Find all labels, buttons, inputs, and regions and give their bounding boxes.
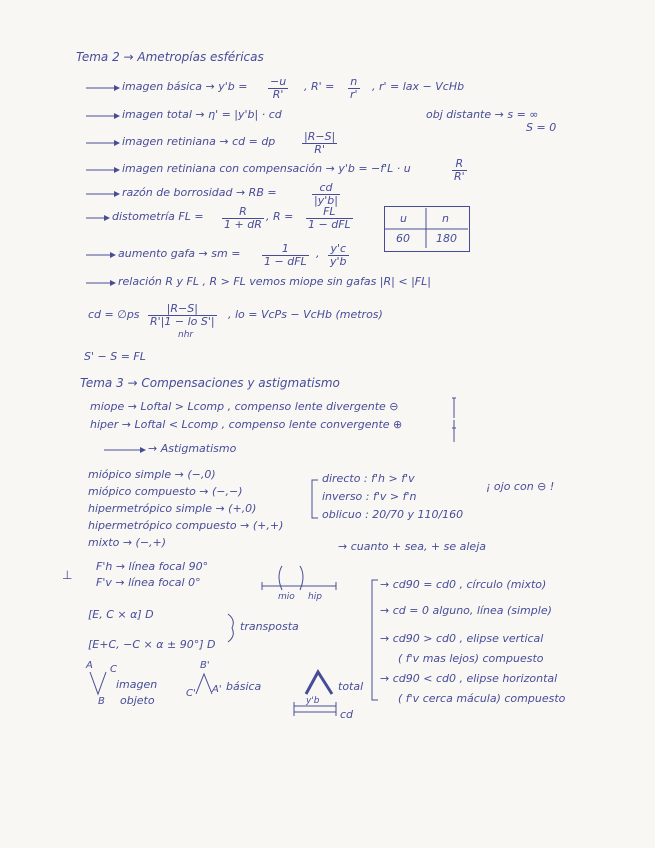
form1: [E, C × α] D bbox=[88, 608, 154, 621]
perp-symbol: ⊥ bbox=[62, 568, 73, 582]
arrow-head bbox=[114, 167, 120, 173]
s-relation: S' − S = FL bbox=[84, 350, 146, 363]
r-eq: , r' = lax − VcHb bbox=[372, 80, 465, 93]
blurred-image bbox=[306, 672, 332, 694]
blur-ratio-label: razón de borrosidad → RB = bbox=[122, 186, 277, 199]
arrow-head bbox=[110, 280, 116, 286]
retinal-image-frac bbox=[302, 131, 337, 156]
form2: [E+C, −C × α ± 90°] D bbox=[88, 638, 216, 651]
cd-lhs: cd = ∅ps bbox=[88, 308, 140, 321]
distometry-label: distometría FL = bbox=[112, 210, 204, 223]
basic-label: básica bbox=[226, 680, 262, 693]
cd-rhs: , lo = VcPs − VcHb (metros) bbox=[228, 308, 383, 321]
arrow-head bbox=[114, 140, 120, 146]
focal-v: F'v → línea focal 0° bbox=[96, 576, 201, 589]
table-v2: 180 bbox=[436, 232, 457, 245]
object-label: objeto bbox=[120, 694, 155, 707]
frac-den: y'b bbox=[330, 255, 347, 268]
frac-den: |y'b| bbox=[314, 194, 338, 207]
frac-num: R bbox=[222, 206, 264, 219]
table-h1: u bbox=[400, 212, 407, 225]
image-label: imagen bbox=[116, 678, 158, 691]
more-minus: → cuanto + sea, + se aleja bbox=[338, 540, 487, 553]
distometry-frac1 bbox=[222, 206, 264, 231]
glasses-gain-label: aumento gafa → sm = bbox=[118, 247, 241, 260]
frac-num: |R−S| bbox=[304, 130, 336, 143]
cd-case: → cd90 < cd0 , elipse horizontal bbox=[380, 672, 558, 685]
glasses-gain-sep: , bbox=[316, 247, 320, 260]
relation: relación R y FL , R > FL vemos miope sin gafas |R| < |FL| bbox=[118, 275, 431, 288]
section-2-title: Tema 2 → Ametropías esféricas bbox=[76, 50, 264, 64]
retinal-comp-frac bbox=[452, 158, 467, 183]
v-figure bbox=[90, 672, 106, 694]
arrow-down-mark bbox=[452, 398, 456, 418]
r-prime-label: , R' = bbox=[304, 80, 335, 93]
frac-den: 1 − dFL bbox=[308, 218, 351, 231]
oblique: oblicuo : 20/70 y 110/160 bbox=[322, 508, 464, 521]
cd-case: → cd90 = cd0 , círculo (mixto) bbox=[380, 578, 547, 591]
arrow-head bbox=[110, 252, 116, 258]
letter-c2: C' bbox=[186, 688, 196, 699]
frac-den: R'|1 − lo S'| bbox=[150, 315, 215, 328]
total-image: imagen total → η' = |y'b| · cd bbox=[122, 108, 282, 121]
arrow-head bbox=[104, 215, 110, 221]
astig-type: hipermetrópico compuesto → (+,+) bbox=[88, 519, 284, 532]
table-h2: n bbox=[442, 212, 449, 225]
table-box bbox=[384, 206, 470, 252]
hyper-line: hiper → Loftal < Lcomp , compenso lente convergente ⊕ bbox=[90, 418, 403, 431]
bar-right-label: hip bbox=[308, 592, 322, 602]
cd-case: ( f'v cerca mácula) compuesto bbox=[398, 692, 566, 705]
astig-type: mixto → (−,+) bbox=[88, 536, 167, 549]
frac-den: r' bbox=[350, 88, 358, 101]
glasses-gain-frac1 bbox=[262, 243, 309, 268]
transpose-label: transposta bbox=[240, 620, 299, 633]
cd-sub: nhr bbox=[178, 330, 194, 340]
letter-b: B bbox=[98, 696, 105, 707]
basic-image-frac1 bbox=[268, 76, 288, 101]
arrow-head bbox=[114, 85, 120, 91]
section-3-title: Tema 3 → Compensaciones y astigmatismo bbox=[80, 376, 340, 390]
arrow-head bbox=[114, 113, 120, 119]
table-v1: 60 bbox=[396, 232, 410, 245]
obj-distant-2: S = 0 bbox=[526, 121, 557, 134]
frac-num: cd bbox=[312, 182, 340, 195]
frac-den: R' bbox=[454, 170, 465, 183]
letter-b2: B' bbox=[200, 660, 210, 671]
wedge-figure bbox=[196, 674, 212, 694]
astig-heading: → Astigmatismo bbox=[148, 442, 237, 455]
astig-type: hipermetrópico simple → (+,0) bbox=[88, 502, 257, 515]
arrow-up-mark bbox=[452, 420, 456, 442]
frac-den: R' bbox=[314, 143, 325, 156]
eye-note: ¡ ojo con ⊖ ! bbox=[486, 480, 555, 493]
basic-image-label: imagen básica → y'b = bbox=[122, 80, 248, 93]
arrow-head bbox=[114, 191, 120, 197]
frac-den: 1 − dFL bbox=[264, 255, 307, 268]
retinal-comp-label: imagen retiniana con compensación → y'b = −f'L · u bbox=[122, 162, 411, 175]
frac-num: −u bbox=[270, 75, 287, 88]
frac-num: y'c bbox=[328, 243, 349, 256]
letter-a: A bbox=[86, 660, 93, 671]
astig-type: miópico compuesto → (−,−) bbox=[88, 485, 243, 498]
letter-c: C bbox=[110, 664, 117, 675]
cd-case: → cd90 > cd0 , elipse vertical bbox=[380, 632, 544, 645]
frac-num: n bbox=[348, 76, 360, 89]
distometry-sep: , R = bbox=[266, 210, 294, 223]
cd-label: cd bbox=[340, 708, 354, 721]
frac-den: R' bbox=[272, 88, 284, 101]
ycb-label: y'b bbox=[306, 696, 320, 706]
frac-num: 1 bbox=[262, 243, 309, 256]
direct: directo : f'h > f'v bbox=[322, 472, 415, 485]
letter-a2: A' bbox=[212, 684, 222, 695]
myope-line: miope → Loftal > Lcomp , compenso lente divergente ⊖ bbox=[90, 400, 399, 413]
astig-type: miópico simple → (−,0) bbox=[88, 468, 216, 481]
frac-num: |R−S| bbox=[148, 303, 217, 316]
retinal-image-label: imagen retiniana → cd = dp bbox=[122, 135, 276, 148]
frac-den: 1 + dR bbox=[224, 218, 262, 231]
brace bbox=[228, 614, 233, 642]
cd-frac bbox=[148, 303, 217, 328]
bracket bbox=[312, 480, 318, 518]
blur-ratio-frac bbox=[312, 182, 340, 207]
focal-h: F'h → línea focal 90° bbox=[96, 560, 209, 573]
distometry-frac2 bbox=[306, 206, 353, 231]
frac-num: FL bbox=[306, 206, 353, 219]
bar-left-label: mio bbox=[278, 592, 295, 602]
glasses-gain-frac2 bbox=[328, 243, 349, 268]
basic-image-frac2 bbox=[348, 76, 360, 101]
inverse: inverso : f'v > f'n bbox=[322, 490, 417, 503]
obj-distant: obj distante → s = ∞ bbox=[426, 108, 539, 121]
frac-num: R bbox=[452, 158, 467, 171]
bracket bbox=[372, 580, 378, 700]
cd-case: → cd = 0 alguno, línea (simple) bbox=[380, 604, 552, 617]
arrow-head bbox=[140, 447, 146, 453]
total-label: total bbox=[338, 680, 364, 693]
cd-case: ( f'v mas lejos) compuesto bbox=[398, 652, 544, 665]
